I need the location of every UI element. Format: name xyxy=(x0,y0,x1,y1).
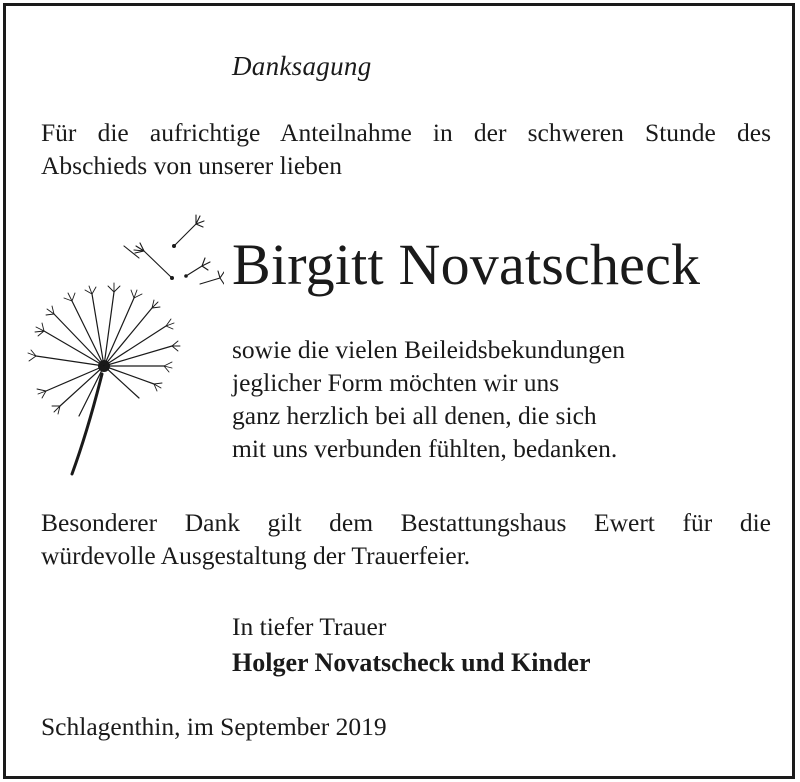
intro-line-1: Für die aufrichtige Anteilnahme in der schweren Stunde des xyxy=(41,118,771,147)
thanks-line: ganz herzlich bei all denen, die sich xyxy=(232,401,597,430)
special-thanks-text xyxy=(41,506,771,572)
special-thanks-line-2: würdevolle Ausgestaltung der Trauerfeier. xyxy=(41,541,471,570)
place-date: Schlagenthin, im September 2019 xyxy=(41,712,387,741)
special-thanks-line-1: Besonderer Dank gilt dem Bestattungshaus Ewert für die xyxy=(41,508,771,537)
thanks-line: mit uns verbunden fühlten, bedanken. xyxy=(232,434,618,463)
thanks-line: jeglicher Form möchten wir uns xyxy=(232,368,560,397)
dandelion-icon xyxy=(24,206,224,486)
notice-heading: Danksagung xyxy=(232,51,372,81)
intro-text xyxy=(41,116,781,182)
obituary-notice xyxy=(3,3,795,779)
signature: Holger Novatscheck und Kinder xyxy=(232,648,591,677)
intro-line-2: Abschieds von unserer lieben xyxy=(41,151,342,180)
deceased-name: Birgitt Novatscheck xyxy=(232,232,701,297)
thanks-text xyxy=(232,333,732,465)
thanks-line: sowie die vielen Beileidsbekundungen xyxy=(232,335,626,364)
mourning-text: In tiefer Trauer xyxy=(232,612,387,641)
